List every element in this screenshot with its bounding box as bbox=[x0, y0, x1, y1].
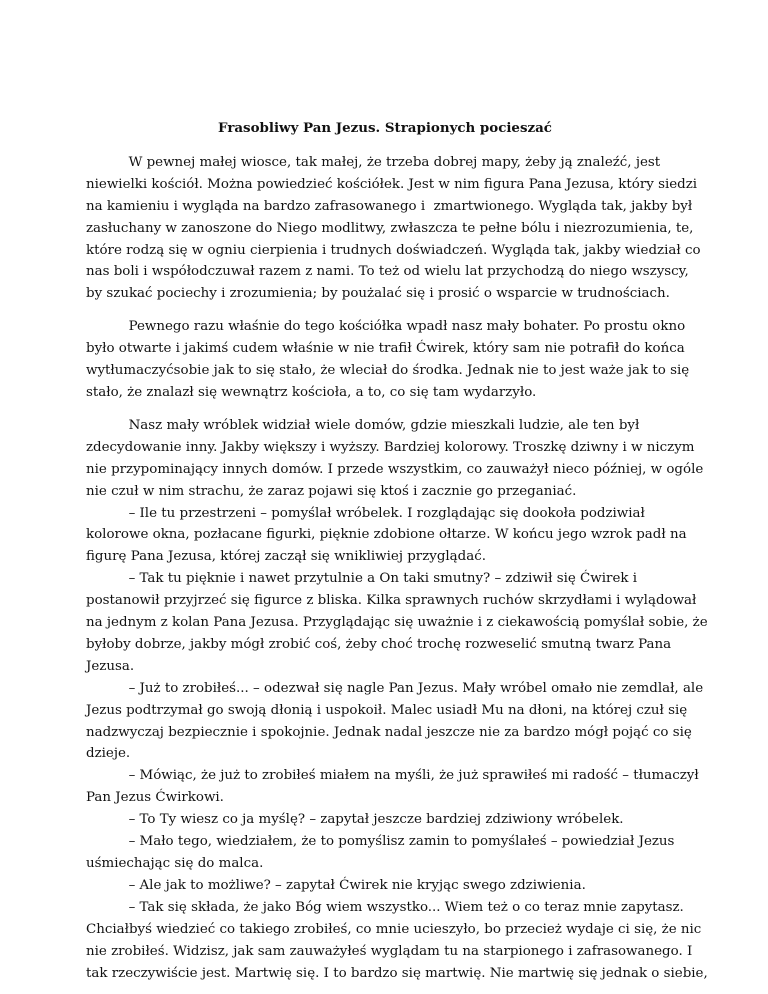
text-line: W pewnej małej wiosce, tak małej, że trzeba dobrej mapy, żeby ją znaleźć, jest bbox=[86, 154, 661, 170]
text-line: postanowił przyjrzeć się figurce z bliska. Kilka sprawnych ruchów skrzydłami i wylądował bbox=[86, 593, 697, 609]
text-line: tak rzeczywiście jest. Martwię się. I to bardzo się martwię. Nie martwię się jednak o siebie, bbox=[86, 965, 708, 981]
text-line: dzieje. bbox=[86, 746, 131, 762]
text-line: nie czuł w nim strachu, że zaraz pojawi się ktoś i zacznie go przeganiać. bbox=[86, 483, 577, 499]
text-line: – Tak tu pięknie i nawet przytulnie a On taki smutny? – zdziwił się Ćwirek i bbox=[86, 571, 638, 587]
paragraph bbox=[86, 316, 690, 404]
text-line: by szukać pociechy i zrozumienia; by poużalać się i prosić o wsparcie w trudnościach. bbox=[86, 286, 670, 302]
document-body bbox=[86, 152, 708, 985]
text-line: Jezusa. bbox=[86, 658, 135, 674]
text-line: Pan Jezus Ćwirkowi. bbox=[86, 790, 224, 806]
text-line: – Już to zrobiłeś... – odezwał się nagle Pan Jezus. Mały wróbel omało nie zemdlał, ale bbox=[86, 680, 704, 696]
text-line: – Ile tu przestrzeni – pomyślał wróbelek. I rozglądając się dookoła podziwiał bbox=[86, 505, 645, 521]
text-line: które rodzą się w ogniu cierpienia i trudnych doświadczeń. Wygląda tak, jakby wiedział co bbox=[86, 242, 701, 258]
text-line: zdecydowanie inny. Jakby większy i wyższy. Bardziej kolorowy. Troszkę dziwny i w niczym bbox=[86, 439, 695, 455]
text-line: Jezus podtrzymał go swoją dłonią i uspokoił. Malec usiadł Mu na dłoni, na której czuł się bbox=[86, 702, 688, 718]
text-line: było otwarte i jakimś cudem właśnie w nie trafił Ćwirek, który sam nie potrafił do końca bbox=[86, 341, 685, 357]
text-line: na kamieniu i wygląda na bardzo zafrasowanego i zmartwionego. Wygląda tak, jakby był bbox=[86, 198, 693, 214]
text-line: Pewnego razu właśnie do tego kościółka wpadł nasz mały bohater. Po prostu okno bbox=[86, 319, 686, 335]
text-line: – To Ty wiesz co ja myślę? – zapytał jeszcze bardziej zdziwiony wróbelek. bbox=[86, 812, 624, 828]
text-line: uśmiechając się do malca. bbox=[86, 856, 264, 871]
document-page bbox=[86, 118, 708, 984]
text-line: nas boli i współodczuwał razem z nami. To też od wielu lat przychodzą do niego wszyscy, bbox=[86, 264, 689, 280]
document-title: Frasobliwy Pan Jezus. Strapionych pocieszać bbox=[218, 120, 552, 136]
text-line: – Ale jak to możliwe? – zapytał Ćwirek nie kryjąc swego zdziwienia. bbox=[86, 877, 586, 893]
text-line: na jednym z kolan Pana Jezusa. Przyglądając się uważnie i z ciekawością pomyślał sobie, że bbox=[86, 615, 708, 631]
text-line: niewielki kościół. Można powiedzieć kościółek. Jest w nim figura Pana Jezusa, który siedzi bbox=[86, 176, 698, 192]
text-line: nadzwyczaj bezpiecznie i spokojnie. Jednak nadal jeszcze nie za bardzo mógł pojąć co się bbox=[86, 724, 692, 740]
text-line: figurę Pana Jezusa, której zaczął się wnikliwiej przyglądać. bbox=[86, 549, 486, 565]
paragraph bbox=[86, 415, 708, 985]
text-line: nie zrobiłeś. Widzisz, jak sam zauważyłeś wyglądam tu na starpionego i zafrasowanego. I bbox=[86, 943, 693, 959]
text-line: wytłumaczyćsobie jak to się stało, że wleciał do środka. Jednak nie to jest waże jak to się bbox=[86, 363, 690, 379]
text-line: kolorowe okna, pozłacane figurki, pięknie zdobione ołtarze. W końcu jego wzrok padł na bbox=[86, 527, 687, 543]
text-line: – Mówiąc, że już to zrobiłeś miałem na myśli, że już sprawiłeś mi radość – tłumaczył bbox=[86, 768, 699, 784]
paragraph bbox=[86, 152, 701, 305]
text-line: Chciałbyś wiedzieć co takiego zrobiłeś, co mnie ucieszyło, bo przecież wydaje ci się, że nic bbox=[86, 921, 702, 937]
text-line: Nasz mały wróblek widział wiele domów, gdzie mieszkali ludzie, ale ten był bbox=[86, 417, 640, 433]
text-line: zasłuchany w zanoszone do Niego modlitwy, zwłaszcza te pełne bólu i niezrozumienia, te, bbox=[86, 220, 694, 236]
text-line: – Mało tego, wiedziałem, że to pomyślisz zamin to pomyślałeś – powiedział Jezus bbox=[86, 834, 675, 850]
text-line: – Tak się składa, że jako Bóg wiem wszystko... Wiem też o co teraz mnie zapytasz. bbox=[86, 899, 684, 915]
text-line: byłoby dobrze, jakby mógł zrobić coś, żeby choć trochę rozweselić smutną twarz Pana bbox=[86, 636, 672, 652]
text-line: nie przypominający innych domów. I przede wszystkim, co zauważył nieco później, w ogóle bbox=[86, 461, 704, 477]
text-line: stało, że znalazł się wewnątrz kościoła, a to, co się tam wydarzyło. bbox=[86, 384, 537, 400]
